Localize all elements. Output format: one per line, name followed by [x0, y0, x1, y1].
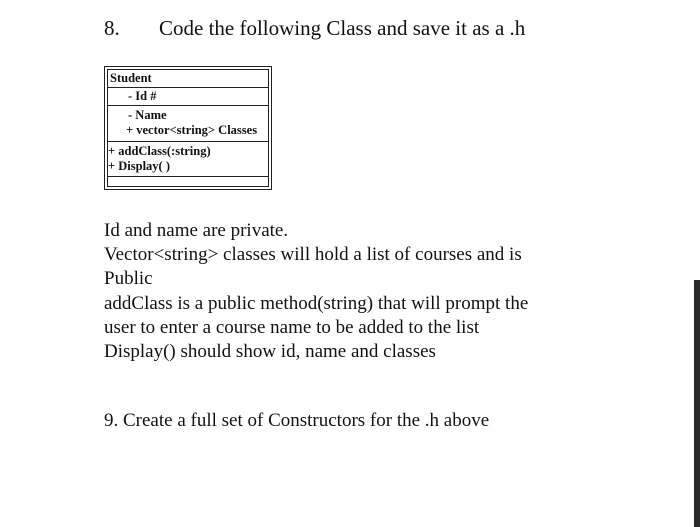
uml-attributes-section — [108, 106, 268, 142]
uml-empty-section — [108, 177, 268, 190]
uml-class-diagram — [104, 66, 272, 190]
uml-method-display: + Display( ) — [108, 159, 170, 173]
description-line: addClass is a public method(string) that will prompt the — [104, 292, 529, 314]
description-line: Vector<string> classes will hold a list of courses and is — [104, 244, 522, 266]
description-line: Id and name are private. — [104, 220, 289, 241]
uml-class-name: Student — [110, 71, 152, 85]
uml-method-addclass: + addClass(:string) — [108, 144, 211, 158]
description-line: Display() should show id, name and classes — [104, 341, 436, 363]
question-9-text: 9. Create a full set of Constructors for the .h above — [104, 410, 490, 431]
description-line: user to enter a course name to be added to the list — [104, 316, 480, 338]
question-8-title: Code the following Class and save it as a .h — [159, 16, 526, 40]
question-8-number: 8. — [104, 16, 120, 40]
uml-methods-section — [108, 142, 268, 177]
description-line: Public — [104, 268, 153, 290]
uml-attr-name: - Name — [128, 108, 167, 122]
uml-attr-vector: + vector<string> Classes — [126, 123, 258, 137]
requirements-description — [104, 219, 584, 364]
uml-class-name-section — [108, 70, 268, 88]
uml-attr-id: - Id # — [128, 89, 157, 103]
vertical-scrollbar[interactable] — [694, 280, 700, 527]
uml-id-section — [108, 88, 268, 106]
